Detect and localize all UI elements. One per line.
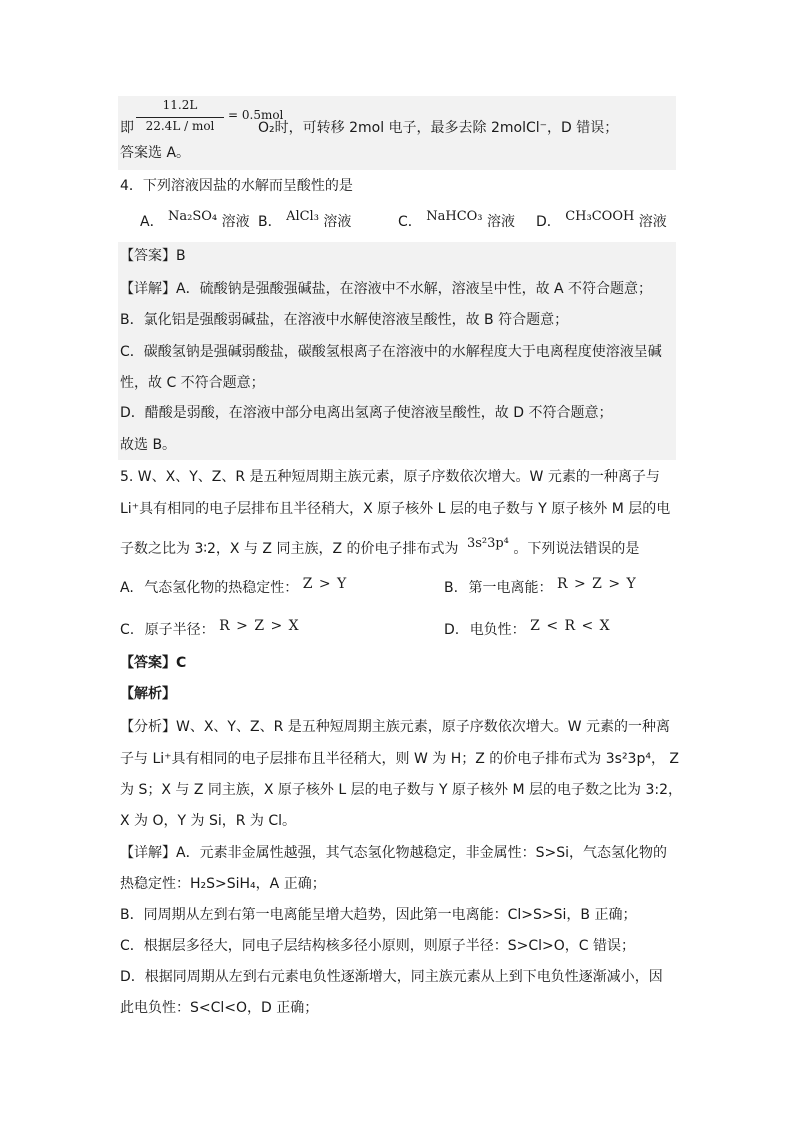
q5-analysis-line: 【分析】W、X、Y、Z、R 是五种短周期主族元素，原子序数依次增大。W 元素的一种离 bbox=[120, 719, 671, 735]
q4-option-b bbox=[258, 209, 352, 233]
option-formula: CH₃COOH bbox=[565, 209, 635, 224]
option-letter: C． bbox=[398, 214, 422, 230]
option-math: Z < R < X bbox=[530, 618, 611, 634]
q4-detail-line: D．醋酸是弱酸，在溶液中部分电离出氢离子使溶液呈酸性，故 D 不符合题意； bbox=[120, 405, 613, 421]
fraction-result: = 0.5mol bbox=[228, 108, 284, 122]
q5-stem-line: Li⁺具有相同的电子层排布且半径稍大，X 原子核外 L 层的电子数与 Y 原子核外 M 层的电 bbox=[120, 501, 671, 517]
q4-detail-line: 性，故 C 不符合题意； bbox=[120, 375, 265, 391]
fraction-numerator: 11.2L bbox=[162, 98, 198, 112]
q5-detail-line: 【详解】A．元素非金属性越强，其气态氢化物越稳定，非金属性：S>Si，气态氢化物的 bbox=[120, 845, 667, 861]
option-suffix: 溶液 bbox=[323, 214, 352, 230]
q5-detail-line: 热稳定性：H₂S>SiH₄，A 正确； bbox=[120, 876, 326, 892]
q4-detail-line: C．碳酸氢钠是强碱弱酸盐，碳酸氢根离子在溶液中的水解程度大于电离程度使溶液呈碱 bbox=[120, 344, 662, 360]
option-letter: B. bbox=[444, 580, 459, 596]
option-letter: A. bbox=[120, 580, 134, 596]
option-math: R > Z > Y bbox=[556, 576, 637, 592]
option-text: 第一电离能： bbox=[468, 580, 553, 596]
fraction-denominator: 22.4L / mol bbox=[145, 119, 215, 133]
q4-detail-line: 【详解】A．硫酸钠是强酸强碱盐，在溶液中不水解，溶液呈中性，故 A 不符合题意； bbox=[120, 281, 653, 297]
q4-detail-line: 故选 B。 bbox=[120, 437, 177, 453]
q5-electron-config: 3s²3p⁴ bbox=[466, 536, 509, 551]
q4-option-c bbox=[398, 209, 515, 233]
q5-stem-line-3 bbox=[120, 536, 640, 560]
q5-stem-suffix: 。下列说法错误的是 bbox=[513, 541, 640, 557]
q5-option-b bbox=[444, 578, 637, 598]
q5-option-d bbox=[444, 620, 611, 640]
q5-option-a bbox=[120, 578, 347, 598]
q4-detail-line: B．氯化铝是强酸弱碱盐，在溶液中水解使溶液呈酸性，故 B 符合题意； bbox=[120, 312, 569, 328]
option-letter: D. bbox=[444, 622, 460, 638]
q4-answer: 【答案】B bbox=[120, 248, 186, 264]
prev-line-1: O₂时，可转移 2mol 电子，最多去除 2molCl⁻，D 错误； bbox=[258, 120, 619, 136]
option-formula: NaHCO₃ bbox=[426, 209, 483, 224]
q5-detail-line: D．根据同周期从左到右元素电负性逐渐增大，同主族元素从上到下电负性逐渐减小，因 bbox=[120, 969, 663, 985]
q4-option-a bbox=[140, 209, 250, 233]
option-math: R > Z > X bbox=[219, 618, 300, 634]
q5-analysis-line: X 为 O，Y 为 Si，R 为 Cl。 bbox=[120, 813, 297, 829]
q5-answer: 【答案】C bbox=[120, 655, 187, 671]
option-suffix: 溶液 bbox=[221, 214, 250, 230]
option-letter: A． bbox=[140, 214, 164, 230]
q5-stem-prefix: 子数之比为 3∶2，X 与 Z 同主族，Z 的价电子排布式为 bbox=[120, 541, 459, 557]
option-formula: AlCl₃ bbox=[286, 209, 319, 224]
q4-stem: 4．下列溶液因盐的水解而呈酸性的是 bbox=[120, 178, 353, 194]
q5-detail-line: 此电负性：S<Cl<O，D 正确； bbox=[120, 1000, 319, 1016]
option-letter: D． bbox=[536, 214, 561, 230]
option-text: 气态氢化物的热稳定性： bbox=[144, 580, 299, 596]
q5-detail-line: C．根据层多径大，同电子层结构核多径小原则，则原子半径：S>Cl>O，C 错误； bbox=[120, 938, 636, 954]
q5-analysis-line: 为 S；X 与 Z 同主族，X 原子核外 L 层的电子数与 Y 原子核外 M 层的电子数之比为 3:2， bbox=[120, 782, 683, 798]
option-suffix: 溶液 bbox=[486, 214, 515, 230]
fraction-bar bbox=[136, 117, 224, 118]
q5-analysis-line: 子与 Li⁺具有相同的电子层排布且半径稍大，则 W 为 H；Z 的价电子排布式为 3s²3p⁴， Z bbox=[120, 751, 680, 767]
option-letter: B． bbox=[258, 214, 282, 230]
prev-line-2: 答案选 A。 bbox=[120, 145, 191, 161]
option-text: 电负性： bbox=[469, 622, 526, 638]
option-text: 原子半径： bbox=[144, 622, 215, 638]
option-letter: C. bbox=[120, 622, 135, 638]
option-suffix: 溶液 bbox=[638, 214, 667, 230]
q5-option-c bbox=[120, 620, 300, 640]
q5-analysis-title: 【解析】 bbox=[120, 686, 176, 702]
option-formula: Na₂SO₄ bbox=[168, 209, 218, 224]
prev-line-prefix: 即 bbox=[120, 120, 134, 136]
q5-detail-line: B．同周期从左到右第一电离能呈增大趋势，因此第一电离能：Cl>S>Si，B 正确； bbox=[120, 907, 637, 923]
q5-stem-line: 5. W、X、Y、Z、R 是五种短周期主族元素，原子序数依次增大。W 元素的一种离子与 bbox=[120, 469, 660, 485]
q4-option-d bbox=[536, 209, 667, 233]
option-math: Z > Y bbox=[302, 576, 348, 592]
